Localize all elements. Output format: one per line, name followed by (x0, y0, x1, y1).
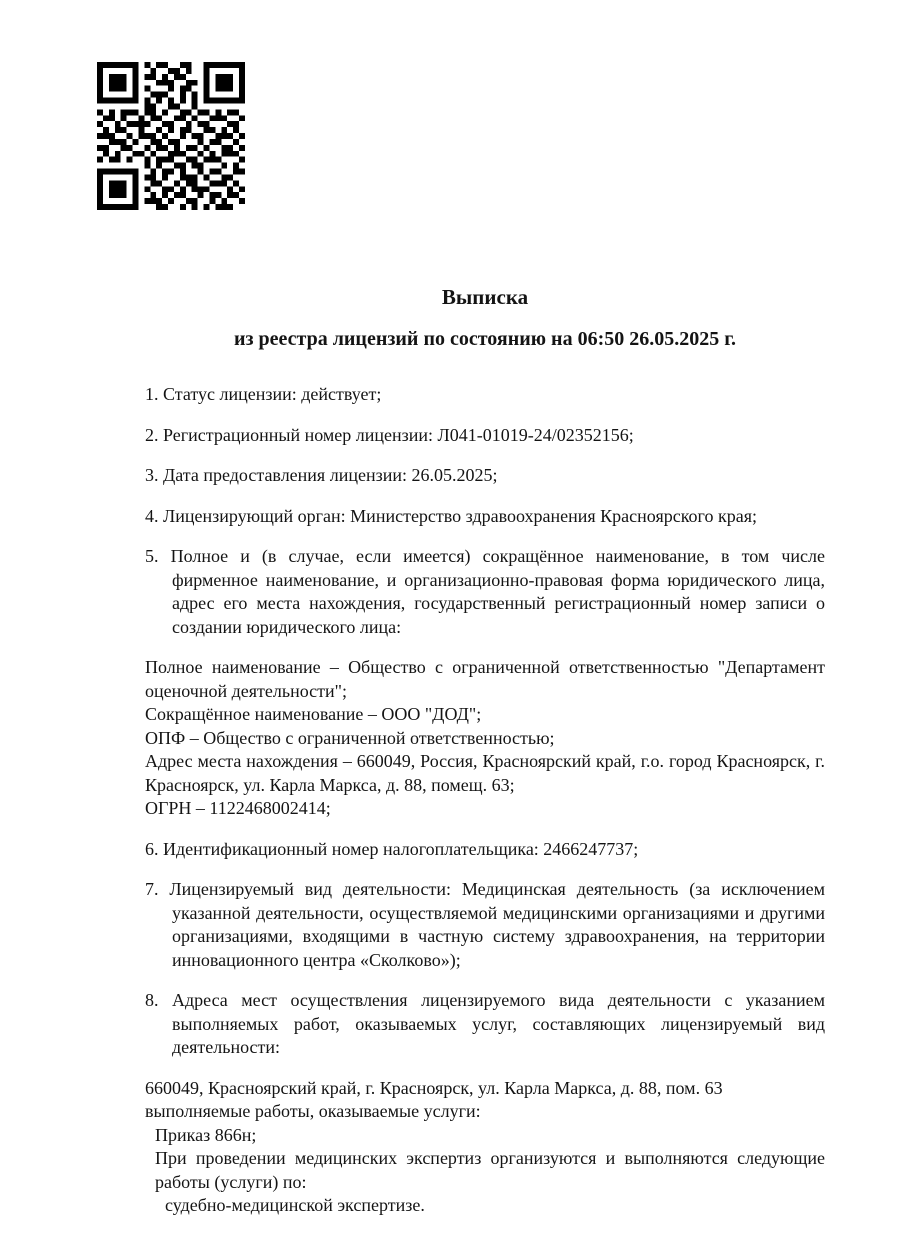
item-number: 7. (145, 879, 159, 899)
item-text: Статус лицензии: действует; (163, 384, 382, 404)
document-subtitle: из реестра лицензий по состоянию на 06:50 26.05.2025 г. (233, 328, 737, 350)
activity-address: 660049, Красноярский край, г. Красноярск, ул. Карла Маркса, д. 88, пом. 63 (145, 1077, 723, 1098)
item-text: Полное и (в случае, если имеется) сокращённое наименование, в том числе фирменное наименование, и организационно-правовая форма юридического лица, адрес его места нахождения, государственный регистрационный номер записи о создании юридического лица: (170, 546, 825, 637)
legal-form-line: ОПФ – Общество с ограниченной ответственностью; (145, 727, 555, 748)
list-item-1 (145, 383, 825, 407)
item-number: 8. (145, 990, 159, 1010)
item-text: Адреса мест осуществления лицензируемого вида деятельности с указанием выполняемых работ, оказываемых услуг, составляющих лицензируемый вид деятельности: (172, 990, 825, 1057)
item-text: Дата предоставления лицензии: 26.05.2025; (163, 465, 498, 485)
activity-address-block (145, 1077, 825, 1218)
item-text: Лицензирующий орган: Министерство здравоохранения Красноярского края; (163, 505, 757, 526)
list-item-4 (145, 505, 825, 529)
item-text: Лицензируемый вид деятельности: Медицинская деятельность (за исключением указанной деятельности, осуществляемой медицинскими организациями и другими организациями, входящими в частную систему здравоохранения, на территории инновационного центра «Сколково»); (169, 879, 825, 970)
item-number: 1. (145, 384, 159, 404)
expertise-intro: При проведении медицинских экспертиз организуются и выполняются следующие работы (услуги) по: (155, 1148, 825, 1192)
document-content (145, 285, 825, 1218)
item-text: Идентификационный номер налогоплательщика: 2466247737; (163, 838, 639, 859)
item-text: Регистрационный номер лицензии: Л041-01019-24/02352156; (163, 424, 634, 445)
item-number: 2. (145, 424, 159, 445)
organization-details (145, 656, 825, 821)
ogrn-line: ОГРН – 1122468002414; (145, 798, 331, 818)
item-number: 5. (145, 546, 159, 566)
qr-code-icon (97, 62, 245, 210)
item-number: 6. (145, 838, 159, 859)
list-item-8 (145, 989, 825, 1060)
list-item-2 (145, 424, 825, 448)
short-name-line: Сокращённое наименование – ООО "ДОД"; (145, 704, 482, 724)
address-line: Адрес места нахождения – 660049, Россия, Красноярский край, г.о. город Красноярск, г. Красноярск, ул. Карла Маркса, д. 88, помещ. 63; (145, 751, 825, 795)
full-name-line: Полное наименование – Общество с ограниченной ответственностью "Департамент оценочной деятельности"; (145, 657, 825, 701)
order-reference: Приказ 866н; (155, 1124, 257, 1145)
list-item-3 (145, 464, 825, 488)
list-item-7 (145, 878, 825, 972)
item-number: 4. (145, 505, 159, 526)
works-services-label: выполняемые работы, оказываемые услуги: (145, 1101, 481, 1121)
item-number: 3. (145, 465, 159, 485)
list-item-6 (145, 838, 825, 862)
expertise-item: судебно-медицинской экспертизе. (165, 1195, 425, 1215)
list-item-5 (145, 545, 825, 639)
document-title: Выписка (441, 285, 529, 309)
